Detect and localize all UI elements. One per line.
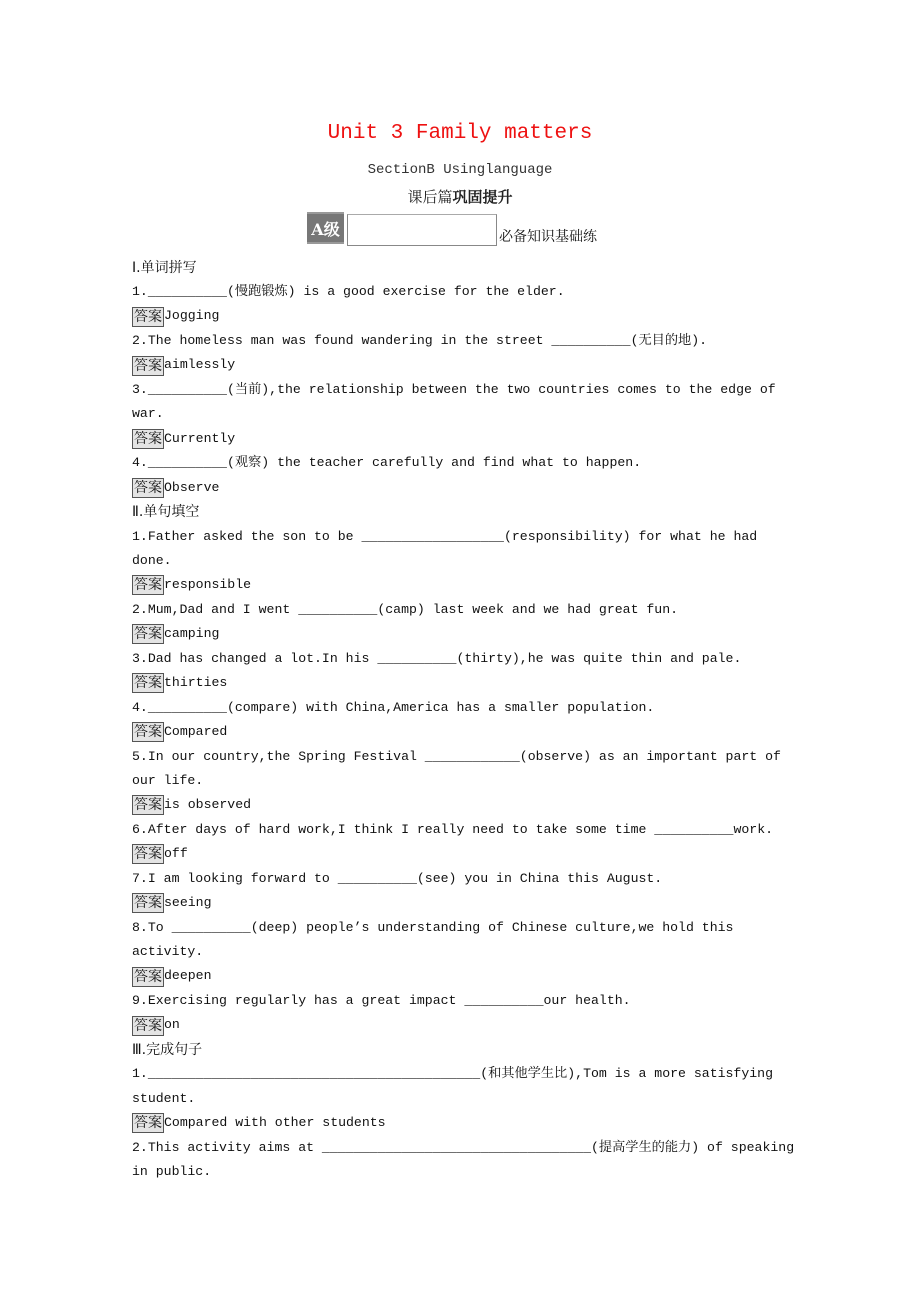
section-heading: Ⅱ.单句填空 <box>132 504 200 521</box>
question-text: 2.Mum,Dad and I went __________(camp) last week and we had great fun. <box>132 601 679 617</box>
question-text: 7.I am looking forward to __________(see) you in China this August. <box>132 871 663 887</box>
answer-text: is observed <box>164 797 252 813</box>
answer-row <box>132 842 800 867</box>
question-text: 4.__________(观察) the teacher carefully and find what to happen. <box>132 455 642 471</box>
exercise-content <box>132 256 800 1184</box>
answer-text: camping <box>164 626 220 642</box>
answer-label: 答案 <box>134 308 162 325</box>
answer-label: 答案 <box>134 626 162 643</box>
answer-row <box>132 793 800 818</box>
question-text: 1.__________________________________________(和其他学生比),Tom is a more satisfying student. <box>132 1066 774 1106</box>
level-text: 必备知识基础练 <box>499 229 597 245</box>
level-header <box>307 214 597 246</box>
answer-label: 答案 <box>134 577 162 594</box>
answer-text: Observe <box>164 479 220 495</box>
answer-text: Jogging <box>164 308 220 324</box>
answer-text: aimlessly <box>164 357 236 373</box>
answer-text: Compared with other students <box>164 1114 386 1130</box>
answer-row <box>132 476 800 501</box>
answer-text: seeing <box>164 895 212 911</box>
section-subtitle: SectionB Usinglanguage <box>367 162 553 178</box>
level-box <box>347 214 497 246</box>
answer-row <box>132 622 800 647</box>
question-text: 1.Father asked the son to be __________________(responsibility) for what he had done. <box>132 528 758 568</box>
answer-label: 答案 <box>134 968 162 985</box>
answer-label: 答案 <box>134 675 162 692</box>
answer-row <box>132 1013 800 1038</box>
section-heading: Ⅲ.完成句子 <box>132 1042 203 1059</box>
answer-label: 答案 <box>134 1017 162 1034</box>
question-text: 2.This activity aims at __________________________________(提高学生的能力) of speaking in public. <box>132 1139 795 1179</box>
question-text: 5.In our country,the Spring Festival ____________(observe) as an important part of our life. <box>132 748 781 789</box>
question-text: 4.__________(compare) with China,America has a smaller population. <box>132 699 655 715</box>
subtitle-bold: 巩固提升 <box>452 188 513 206</box>
answer-label: 答案 <box>134 357 162 374</box>
question-text: 6.After days of hard work,I think I really need to take some time __________work. <box>132 822 774 838</box>
answer-row <box>132 891 800 916</box>
answer-row <box>132 964 800 989</box>
answer-text: Currently <box>164 430 236 446</box>
section-heading: Ⅰ.单词拼写 <box>132 260 197 276</box>
answer-text: thirties <box>164 675 228 691</box>
level-badge: A级 <box>307 212 344 244</box>
answer-text: off <box>164 846 188 862</box>
answer-label: 答案 <box>134 1114 162 1131</box>
answer-label: 答案 <box>134 797 162 814</box>
answer-label: 答案 <box>134 724 162 741</box>
answer-label: 答案 <box>134 430 162 447</box>
document-title: Unit 3 Family matters <box>327 122 593 145</box>
answer-text: deepen <box>164 968 212 984</box>
answer-row <box>132 671 800 696</box>
answer-text: responsible <box>164 577 252 593</box>
answer-label: 答案 <box>134 846 162 863</box>
subtitle-prefix: 课后篇 <box>407 188 453 206</box>
question-text: 1.__________(慢跑锻炼) is a good exercise for the elder. <box>132 284 565 300</box>
page-subtitle <box>0 186 920 207</box>
answer-text: Compared <box>164 724 228 740</box>
question-text: 3.Dad has changed a lot.In his __________(thirty),he was quite thin and pale. <box>132 650 742 666</box>
question-text: 3.__________(当前),the relationship between the two countries comes to the edge of war. <box>132 382 776 422</box>
answer-row <box>132 427 800 452</box>
question-text: 8.To __________(deep) people’s understanding of Chinese culture,we hold this activity. <box>132 920 734 960</box>
answer-row <box>132 573 800 598</box>
question-text: 9.Exercising regularly has a great impact __________our health. <box>132 993 631 1009</box>
answer-text: on <box>164 1017 180 1033</box>
answer-label: 答案 <box>134 895 162 912</box>
answer-label: 答案 <box>134 479 162 496</box>
answer-row <box>132 353 800 378</box>
answer-row <box>132 720 800 745</box>
answer-row <box>132 1111 800 1136</box>
answer-row <box>132 304 800 329</box>
question-text: 2.The homeless man was found wandering in the street __________(无目的地). <box>132 333 708 349</box>
